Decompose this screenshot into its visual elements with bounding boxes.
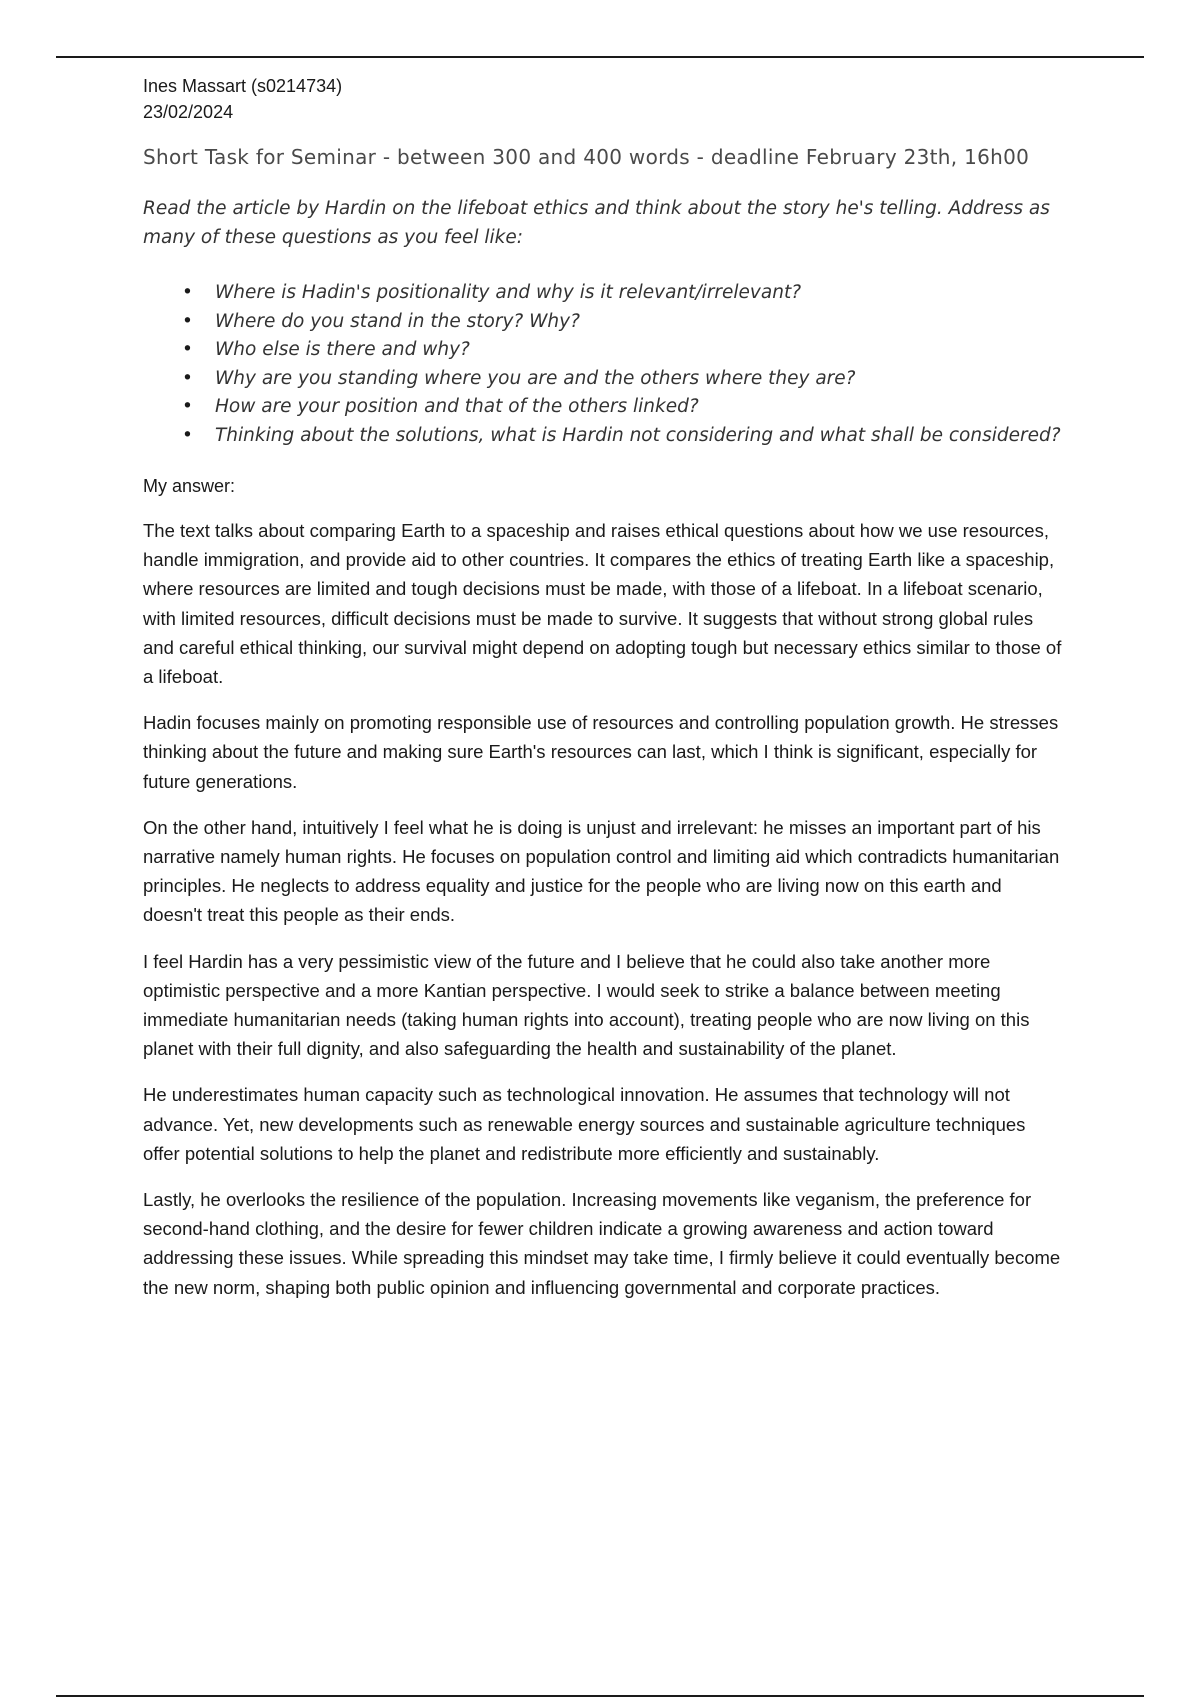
bottom-rule bbox=[56, 1695, 1144, 1697]
author-name: Ines Massart (s0214734) bbox=[143, 76, 343, 96]
document-date: 23/02/2024 bbox=[143, 102, 234, 122]
answer-paragraph: On the other hand, intuitively I feel what he is doing is unjust and irrelevant: he misses an important part of his narrative namely human rights. He focuses on population control and limiting aid which contradicts humanitarian principles. He neglects to address equality and justice for the people who are living now on this earth and doesn't treat this people as their ends. bbox=[143, 816, 1060, 926]
question-item: • Why are you standing where you are and the others where they are? bbox=[215, 365, 1063, 394]
question-list bbox=[143, 279, 1063, 450]
document-page bbox=[143, 73, 1063, 1302]
answer-body bbox=[143, 516, 1063, 1302]
answer-paragraph: Hadin focuses mainly on promoting responsible use of resources and controlling population growth. He stresses thinking about the future and making sure Earth's resources can last, which I think is significant, especially for future generations. bbox=[143, 712, 1059, 792]
question-item: • Where is Hadin's positionality and why is it relevant/irrelevant? bbox=[215, 279, 1063, 308]
answer-paragraph: Lastly, he overlooks the resilience of the population. Increasing movements like veganism, the preference for second-hand clothing, and the desire for fewer children indicate a growing awareness and action toward addressing these issues. While spreading this mindset may take time, I firmly believe it could eventually become the new norm, shaping both public opinion and influencing governmental and corporate practices. bbox=[143, 1189, 1061, 1298]
question-item: • Thinking about the solutions, what is Hardin not considering and what shall be considered? bbox=[215, 422, 1063, 451]
answer-paragraph: The text talks about comparing Earth to a spaceship and raises ethical questions about how we use resources, handle immigration, and provide aid to other countries. It compares the ethics of treating Earth like a spaceship, where resources are limited and tough decisions must be made, with those of a lifeboat. In a lifeboat scenario, with limited resources, difficult decisions must be made to survive. It suggests that without strong global rules and careful ethical thinking, our survival might depend on adopting tough but necessary ethics similar to those of a lifeboat. bbox=[143, 520, 1062, 688]
task-prompt: Read the article by Hardin on the lifeboat ethics and think about the story he's telling. Address as many of these questions as you feel like: bbox=[143, 198, 1050, 248]
answer-paragraph: I feel Hardin has a very pessimistic view of the future and I believe that he could also take another more optimistic perspective and a more Kantian perspective. I would seek to strike a balance between meeting immediate humanitarian needs (taking human rights into account), treating people who are now living on this planet with their full dignity, and also safeguarding the health and sustainability of the planet. bbox=[143, 950, 1030, 1060]
question-item: • Where do you stand in the story? Why? bbox=[215, 308, 1063, 337]
answer-paragraph: He underestimates human capacity such as technological innovation. He assumes that technology will not advance. Yet, new developments such as renewable energy sources and sustainable agriculture techniques offer potential solutions to help the planet and redistribute more efficiently and sustainably. bbox=[143, 1084, 1026, 1164]
task-title: Short Task for Seminar - between 300 and 400 words - deadline February 23th, 16h00 bbox=[143, 145, 1030, 169]
top-rule bbox=[56, 56, 1144, 58]
question-item: • How are your position and that of the others linked? bbox=[215, 393, 1063, 422]
question-item: • Who else is there and why? bbox=[215, 336, 1063, 365]
answer-label: My answer: bbox=[143, 476, 236, 496]
